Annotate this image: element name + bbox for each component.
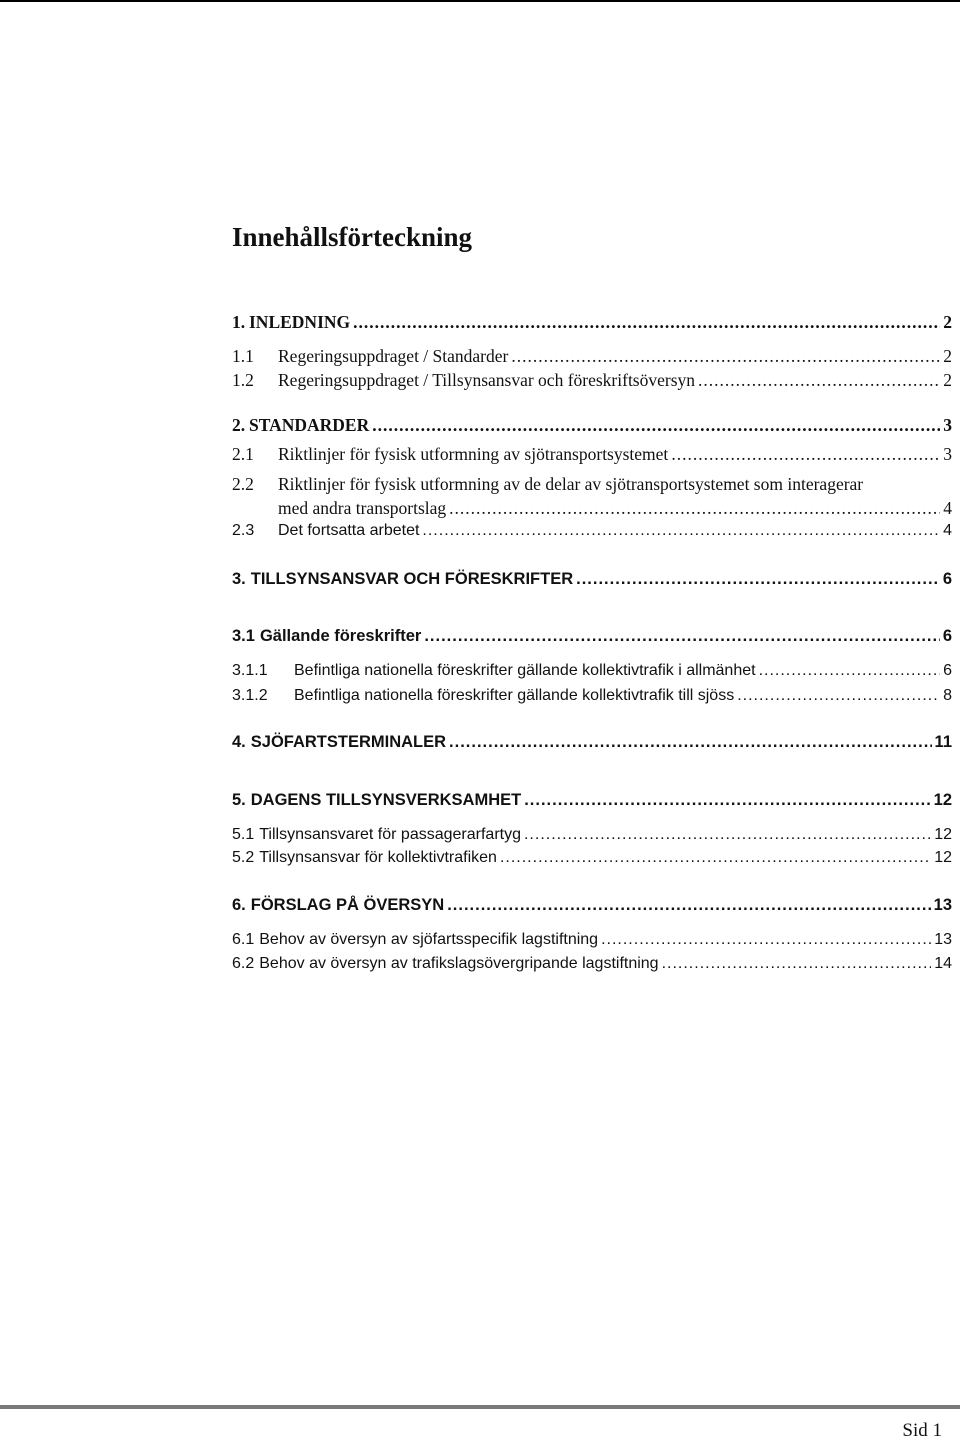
page-top-rule	[0, 0, 960, 2]
toc-entry-page: 12	[934, 849, 952, 866]
toc-entry[interactable]	[232, 823, 952, 847]
toc-entry-page: 12	[934, 826, 952, 843]
dot-leader	[671, 442, 940, 466]
toc-entry-text: INLEDNING	[249, 312, 351, 332]
toc-entry[interactable]	[232, 893, 952, 917]
toc-entry[interactable]	[232, 472, 952, 496]
toc-entry-text: Riktlinjer för fysisk utformning av sjötransportsystemet	[278, 444, 669, 464]
page-title: Innehållsförteckning	[232, 222, 473, 252]
toc-entry[interactable]	[232, 928, 952, 952]
toc-entry-number: 1.2	[232, 370, 254, 390]
toc-entry[interactable]	[232, 684, 952, 708]
dot-leader	[662, 952, 932, 976]
toc-entry-page: 14	[934, 955, 952, 972]
toc-entry-number: 5.	[232, 791, 246, 809]
toc-entry[interactable]	[232, 567, 952, 591]
toc-entry-page: 12	[933, 791, 952, 809]
toc-entry-text: Befintliga nationella föreskrifter gällande kollektivtrafik till sjöss	[294, 687, 735, 704]
toc-entry-text: Behov av översyn av sjöfartsspecifik lagstiftning	[259, 931, 599, 948]
toc-entry-text: DAGENS TILLSYNSVERKSAMHET	[250, 791, 522, 809]
toc-entry-page: 4	[943, 498, 952, 518]
dot-leader	[422, 519, 940, 543]
toc-entry-text: Tillsynsansvar för kollektivtrafiken	[259, 849, 497, 866]
toc-entry-number: 2.3	[232, 522, 255, 539]
dot-leader	[601, 928, 931, 952]
toc-entry-number: 3.1.1	[232, 662, 268, 679]
toc-entry[interactable]	[232, 624, 952, 648]
toc-entry-text: Tillsynsansvaret för passagerarfartyg	[259, 826, 521, 843]
toc-entry[interactable]	[232, 413, 952, 437]
toc-entry-page: 3	[943, 444, 952, 464]
toc-entry[interactable]	[232, 310, 952, 334]
dot-leader	[372, 413, 940, 437]
toc-entry-page: 6	[942, 627, 952, 645]
toc-entry-number: 2.1	[232, 444, 254, 464]
dot-leader	[353, 310, 940, 334]
toc-entry-text: Riktlinjer för fysisk utformning av de delar av sjötransportsystemet som interagerar	[278, 474, 864, 494]
dot-leader	[698, 368, 940, 392]
toc-entry-text: Regeringsuppdraget / Tillsynsansvar och föreskriftsöversyn	[278, 370, 696, 390]
toc-entry-number: 4.	[232, 733, 246, 751]
toc-entry[interactable]	[232, 730, 952, 754]
dot-leader	[449, 496, 940, 520]
dot-leader	[447, 893, 930, 917]
toc-entry-page: 2	[943, 312, 952, 332]
toc-entry[interactable]	[232, 659, 952, 683]
toc-entry[interactable]	[232, 442, 952, 466]
toc-entry-number: 3.	[232, 570, 246, 588]
toc-entry[interactable]	[232, 846, 952, 870]
toc-entry-continuation[interactable]	[278, 496, 952, 520]
toc-entry-page: 8	[943, 687, 952, 704]
dot-leader	[759, 659, 941, 683]
toc-entry-text: Regeringsuppdraget / Standarder	[278, 346, 509, 366]
toc-entry[interactable]	[232, 788, 952, 812]
toc-entry-number: 6.	[232, 896, 246, 914]
toc-entry-number: 5.1	[232, 826, 255, 843]
dot-leader	[511, 344, 940, 368]
toc-entry-page: 3	[943, 415, 952, 435]
toc-entry-number: 1.1	[232, 346, 254, 366]
toc-entry-number: 2.2	[232, 474, 254, 494]
toc-entry-page: 6	[942, 570, 952, 588]
footer-rule	[0, 1405, 960, 1409]
toc-entry-text: TILLSYNSANSVAR OCH FÖRESKRIFTER	[250, 570, 574, 588]
toc-entry-page: 6	[943, 662, 952, 679]
toc-entry-number: 2.	[232, 415, 246, 435]
toc-entry-number: 1.	[232, 312, 246, 332]
toc-entry[interactable]	[232, 344, 952, 368]
toc-entry-text: med andra transportslag	[278, 498, 447, 518]
toc-entry-number: 6.1	[232, 931, 255, 948]
dot-leader	[500, 846, 931, 870]
dot-leader	[524, 823, 931, 847]
dot-leader	[576, 567, 940, 591]
footer-page-number: Sid 1	[902, 1420, 942, 1441]
toc-entry-page: 13	[934, 931, 952, 948]
toc-entry[interactable]	[232, 519, 952, 543]
toc-entry-page: 4	[943, 522, 952, 539]
toc-entry-text: Befintliga nationella föreskrifter gällande kollektivtrafik i allmänhet	[294, 662, 756, 679]
toc-entry-text: STANDARDER	[249, 415, 370, 435]
toc-entry-text: SJÖFARTSTERMINALER	[250, 733, 447, 751]
toc-entry-page: 11	[934, 733, 952, 751]
toc-entry-text: FÖRSLAG PÅ ÖVERSYN	[250, 896, 445, 914]
dot-leader	[737, 684, 940, 708]
dot-leader	[524, 788, 930, 812]
toc-entry-page: 2	[943, 370, 952, 390]
toc-entry-number: 5.2	[232, 849, 255, 866]
toc-entry-text: Gällande föreskrifter	[259, 627, 422, 645]
toc-entry[interactable]	[232, 952, 952, 976]
dot-leader	[449, 730, 932, 754]
toc-entry-text: Det fortsatta arbetet	[278, 522, 420, 539]
toc-entry[interactable]	[232, 368, 952, 392]
toc-entry-text: Behov av översyn av trafikslagsövergripande lagstiftning	[259, 955, 659, 972]
toc-entry-page: 13	[933, 896, 952, 914]
dot-leader	[424, 624, 939, 648]
toc-entry-number: 3.1	[232, 627, 255, 645]
toc-entry-number: 3.1.2	[232, 687, 268, 704]
toc-entry-number: 6.2	[232, 955, 255, 972]
toc-entry-page: 2	[943, 346, 952, 366]
